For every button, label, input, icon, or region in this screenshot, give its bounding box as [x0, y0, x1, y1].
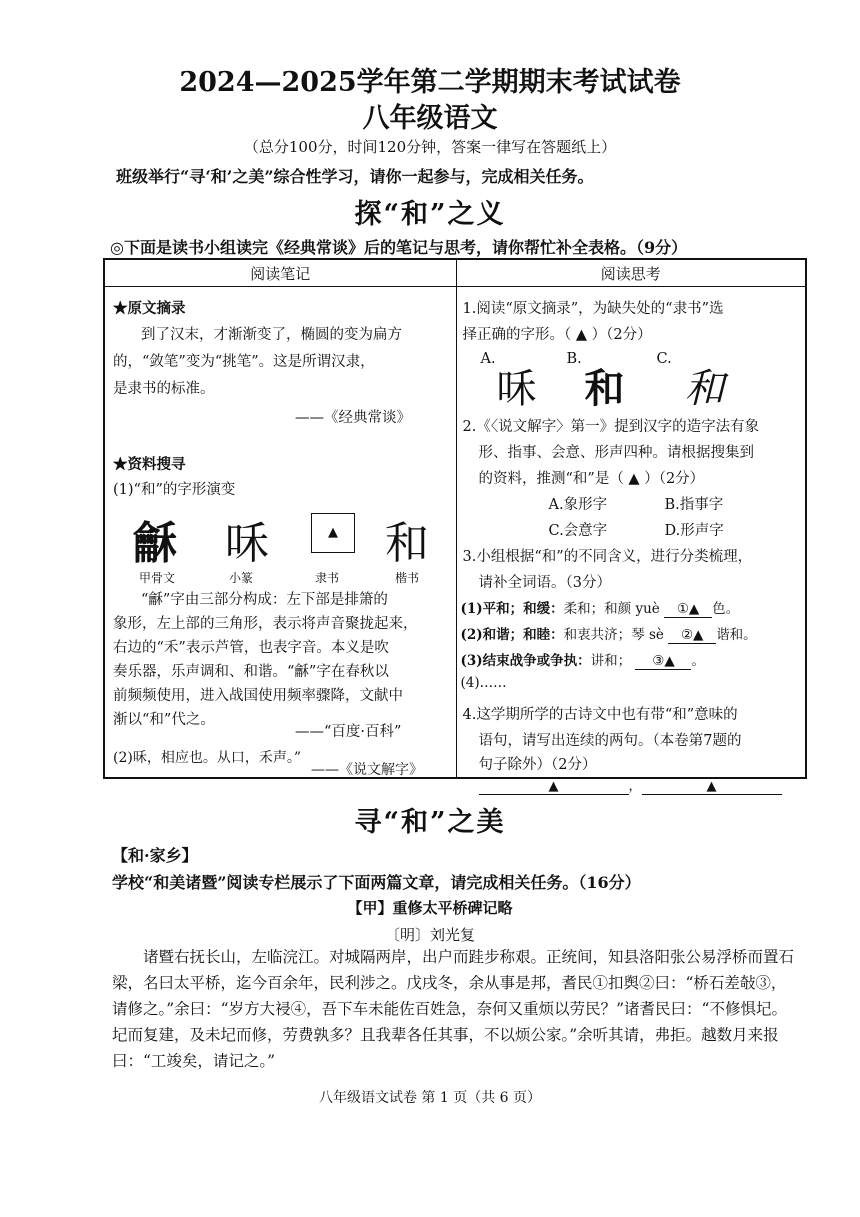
- section-heading-seek: 寻“和”之美: [354, 807, 506, 838]
- q3-row-3: (3)结束战争或争执：讲和； ③▲ 。: [460, 653, 705, 669]
- q1-line: 1.阅读“原文摘录”，为缺失处的“隶书”选: [462, 301, 724, 317]
- option-c-glyph: 和: [684, 366, 725, 412]
- q1-line: 择正确的字形。（ ▲ ）（2分）: [462, 327, 652, 343]
- table-instruction: ◎下面是读书小组读完《经典常谈》后的笔记与思考，请你帮忙补全表格。（9分）: [110, 238, 688, 257]
- label-oracle: 甲骨文: [139, 571, 176, 585]
- research-paragraph-line: 象形，左上部的三角形，表示将声音聚拢起来，: [113, 616, 418, 632]
- column-header-thinking: 阅读思考: [456, 259, 806, 287]
- q3-row-1: (1)平和；和缓：柔和；和颜 yuè ①▲ 色。: [460, 601, 740, 617]
- q3-row-2: (2)和谐；和睦：和衷共济；琴 sè ②▲ 谐和。: [460, 627, 757, 643]
- option-a-label: A.: [480, 351, 496, 367]
- blank-2: ②▲: [668, 627, 716, 644]
- regular-glyph: 和: [385, 518, 429, 569]
- q2-line: 2.《〈说文解字〉第一》提到汉字的造字法有象: [462, 419, 760, 435]
- research-paragraph-line: 右边的“禾”表示芦管，也表字音。本义是吹: [113, 640, 389, 656]
- q2-option: C.会意字: [548, 523, 608, 539]
- blank-3: ③▲: [635, 653, 691, 670]
- subsection-tag: 【和·家乡】: [112, 846, 198, 865]
- seal-glyph: 咊: [225, 518, 269, 569]
- definition: (2)咊，相应也。从口，禾声。”: [113, 750, 301, 766]
- q4-answer-line: ▲ ， ▲: [479, 775, 782, 795]
- article-author: 〔明〕刘光复: [384, 926, 475, 944]
- thinking-cell: [456, 287, 806, 794]
- section-heading-explore: 探“和”之义: [354, 199, 506, 230]
- excerpt-line: 到了汉末，才渐渐变了，椭圆的变为扁方: [141, 327, 402, 343]
- option-b-glyph: 和: [584, 365, 625, 412]
- q3-line: 请补全词语。（3分）: [478, 575, 611, 591]
- q4-line: 4.这学期所学的古诗文中也有带“和”意味的: [462, 707, 738, 723]
- exam-info: （总分100分，时间120分钟，答案一律写在答题纸上）: [243, 138, 617, 156]
- option-b-label: B.: [566, 351, 582, 367]
- excerpt-heading: ★原文摘录: [113, 300, 186, 317]
- clerical-blank-box: ▲: [311, 513, 355, 553]
- q4-blank-1: ▲: [479, 779, 629, 795]
- option-c-label: C.: [656, 351, 672, 367]
- definition-source: ——《说文解字》: [311, 762, 423, 778]
- column-header-notes: 阅读笔记: [104, 259, 456, 287]
- research-paragraph-line: 渐以“和”代之。: [113, 712, 215, 728]
- q3-line: 3.小组根据“和”的不同含义，进行分类梳理，: [462, 549, 753, 565]
- q2-line: 形、指事、会意、形声四种。请根据搜集到: [478, 445, 754, 461]
- research-paragraph-line: “龢”字由三部分构成：左下部是排箫的: [141, 592, 388, 608]
- research-paragraph-line: 奏乐器，乐声调和、和谐。“龢”字在春秋以: [113, 664, 389, 680]
- label-seal: 小篆: [229, 571, 254, 585]
- oracle-glyph: 龢: [133, 518, 177, 569]
- q4-line: 句子除外）（2分）: [478, 757, 597, 773]
- q2-option: B.指事字: [664, 497, 724, 513]
- exam-subtitle: 八年级语文: [362, 103, 498, 134]
- research-source: ——“百度·百科”: [295, 724, 402, 740]
- option-a-glyph: 咊: [496, 366, 537, 412]
- excerpt-line: 的，“敛笔”变为“挑笔”。这是所谓汉隶，: [113, 354, 375, 370]
- q2-line: 的资料，推测“和”是（ ▲ ）（2分）: [478, 471, 705, 487]
- task-text: 学校“和美诸暨”阅读专栏展示了下面两篇文章，请完成相关任务。（16分）: [112, 873, 641, 892]
- q4-line: 语句，请写出连续的两句。（本卷第7题的: [478, 733, 742, 749]
- research-heading: ★资料搜寻: [113, 456, 186, 473]
- excerpt-source: ——《经典常谈》: [295, 410, 411, 426]
- article-paragraph: 诸暨右抚长山，左临浣江。对城隔两岸，出户而跬步称艰。正统间，知县洛阳张公易浮桥而置石梁，名曰太平桥，迄今百余年，民利涉之。戊戌冬，余从事是邦，耆民①扣舆②曰：“桥石差敧③，请修之。”余曰：“岁方大祲④，吾下车未能佐百姓急，奈何又重烦以劳民？”诸耆民曰：“不修惧圮。圮而复建，及未圮而修，劳费孰多？且我辈各任其事，不以烦公家。”余听其请，弗拒。越数月来报曰：“工竣矣，请记之。”: [112, 948, 795, 1070]
- q2-option: D.形声字: [664, 523, 724, 539]
- q2-option: A.象形字: [548, 497, 608, 513]
- exam-title: 2024—2025学年第二学期期末考试试卷: [179, 67, 681, 98]
- excerpt-line: 是隶书的标准。: [113, 381, 215, 397]
- evolution-title: (1)“和”的字形演变: [113, 482, 236, 498]
- q4-blank-2: ▲: [642, 779, 782, 795]
- article-body: [112, 944, 800, 1074]
- blank-1: ①▲: [664, 601, 712, 618]
- article-title: 【甲】重修太平桥碑记略: [347, 899, 513, 917]
- label-clerical: 隶书: [315, 571, 340, 585]
- notes-cell: [104, 287, 456, 779]
- label-regular: 楷书: [395, 571, 420, 585]
- page-footer: 八年级语文试卷 第 1 页（共 6 页）: [318, 1090, 542, 1106]
- intro-text: 班级举行“寻‘和’之美”综合性学习，请你一起参与，完成相关任务。: [116, 167, 594, 186]
- research-paragraph-line: 前频频使用，进入战国使用频率骤降，文献中: [113, 688, 403, 704]
- reading-table: [103, 258, 807, 794]
- q3-row-4: (4)……: [460, 675, 507, 691]
